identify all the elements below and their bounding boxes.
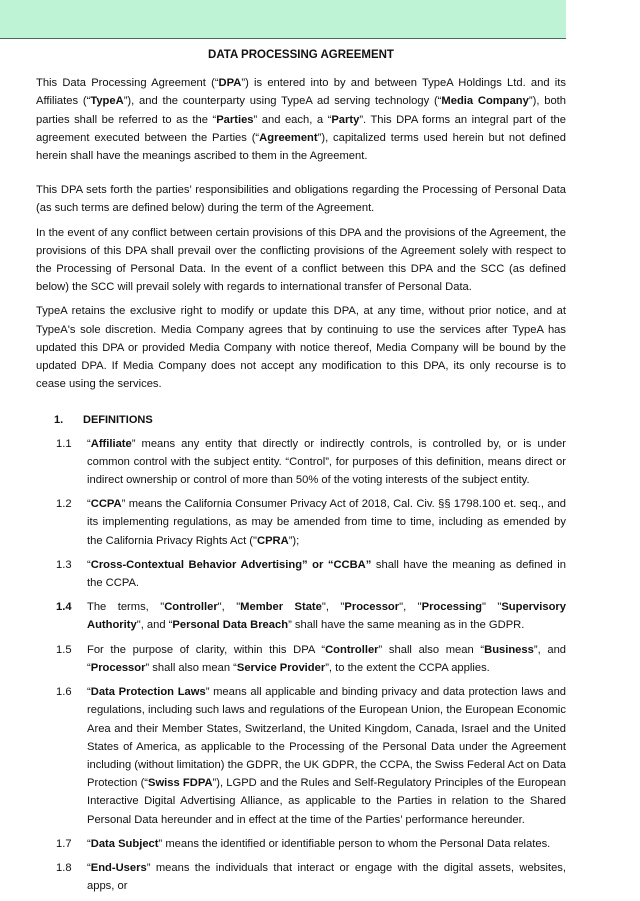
intro-paragraph — [36, 224, 566, 297]
section-title: DEFINITIONS — [83, 414, 153, 427]
definition-text — [87, 683, 566, 829]
text-run: ” means the individuals that interact or engage with the digital assets, websites, apps, or — [87, 861, 566, 893]
defined-term: Parties — [216, 113, 254, 126]
text-run: This DPA sets forth the parties’ responsibilities and obligations regarding the Processing of Personal Data (as such terms are defined below) during the term of the Agreement. — [36, 184, 566, 215]
defined-term: Business — [484, 643, 534, 656]
text-run: ” means the identified or identifiable person to whom the Personal Data relates. — [158, 837, 551, 850]
defined-term: DPA — [218, 77, 242, 90]
definition-text — [87, 435, 566, 490]
defined-term: CCPA — [90, 498, 122, 511]
header-band — [0, 0, 566, 39]
text-run: shall have the meaning as defined in the CCPA. — [87, 558, 566, 590]
defined-term: Data Subject — [90, 837, 159, 850]
defined-term: Processor — [90, 661, 146, 674]
text-run: ”), and the counterparty using TypeA ad serving technology (“ — [123, 95, 442, 108]
definition-number: 1.2 — [56, 498, 72, 511]
document-page — [36, 38, 566, 901]
intro-paragraph — [36, 74, 566, 165]
definition-text — [87, 598, 566, 634]
definition-text — [87, 556, 566, 592]
definition-number: 1.6 — [56, 686, 72, 699]
text-run: “ — [87, 861, 91, 874]
definition-text — [87, 835, 566, 853]
intro-paragraph — [36, 181, 566, 217]
defined-term: Swiss FDPA — [148, 777, 213, 790]
definition-number: 1.3 — [56, 558, 72, 571]
defined-term: TypeA — [90, 95, 124, 108]
text-run: ", and “ — [136, 619, 173, 632]
text-run: The terms, " — [87, 601, 165, 614]
section-heading — [54, 411, 566, 429]
definition-text — [87, 641, 566, 677]
text-run: ” shall also mean “ — [145, 661, 237, 674]
defined-term: End-Users — [90, 861, 147, 874]
text-run: For the purpose of clarity, within this DPA “ — [87, 643, 326, 656]
defined-term: Party — [331, 113, 360, 126]
defined-term: Data Protection Laws — [90, 686, 206, 699]
defined-term: Controller — [325, 643, 379, 656]
text-run: ”), both parties shall be referred to as the “ — [36, 95, 566, 126]
text-run: ” means all applicable and binding privacy and data protection laws and regulations, including such laws and regulations of the European Union, the European Economic Area and their Member States, Switzerland, the United Kingdom, Canada, Israel and the United States of America, as applicable to the Processing of the Personal Data under the Agreement including (without limitation) the GDPR, the UK GDPR, the CCPA, the Swiss Federal Act on Data Protection (“ — [87, 686, 567, 790]
defined-term: CPRA — [256, 534, 289, 547]
definition-number: 1.7 — [56, 837, 72, 850]
text-run: ”) is entered into by and between TypeA Holdings Ltd. and its Affiliates (“ — [36, 77, 566, 108]
definition-item — [36, 835, 566, 853]
definition-item — [36, 683, 566, 829]
definitions-list — [36, 435, 566, 896]
text-run: “ — [87, 686, 91, 699]
text-run: ” shall have the same meaning as in the GDPR. — [288, 619, 525, 632]
definition-item — [36, 556, 566, 592]
document-title: DATA PROCESSING AGREEMENT — [208, 49, 394, 61]
defined-term: Media Company — [441, 95, 529, 108]
defined-term: Affiliate — [90, 437, 132, 450]
text-run: ” means the California Consumer Privacy Act of 2018, Cal. Civ. §§ 1798.100 et. seq., and its implementing regulations, as may be amended from time to time, including as emended by the California Privacy Rights Act (" — [87, 498, 566, 547]
definition-text — [87, 495, 566, 550]
definition-item — [36, 641, 566, 677]
definition-item — [36, 859, 566, 895]
text-run: “ — [87, 558, 91, 571]
text-run: “ — [87, 837, 91, 850]
definition-item — [36, 598, 566, 634]
text-run: ”. This DPA forms an integral part of the agreement executed between the Parties (“ — [36, 113, 567, 144]
intro-paragraph — [36, 302, 566, 393]
text-run: ", " — [217, 601, 241, 614]
text-run: ", " — [399, 601, 422, 614]
definition-number: 1.1 — [56, 437, 72, 450]
definition-number: 1.4 — [56, 601, 72, 614]
definition-text — [87, 859, 566, 895]
text-run: ”); — [288, 534, 300, 547]
defined-term: Member State — [240, 601, 322, 614]
defined-term: Supervisory Authority — [87, 601, 566, 632]
text-run: “ — [87, 498, 91, 511]
text-run: ” and each, a “ — [253, 113, 332, 126]
text-run: ”), LGPD and the Rules and Self-Regulatory Principles of the European Interactive Digital Advertising Alliance, as applicable to the Parties in relation to the Shared Personal Data hereunder and in effect at the time of the Parties’ performance hereunder. — [87, 777, 566, 826]
definition-number: 1.5 — [56, 643, 72, 656]
text-run: ” means any entity that directly or indirectly controls, is controlled by, or is under common control with the subject entity. “Control”, for purposes of this definition, means direct or indirect ownership or control of more than 50% of the voting interests of the subject entity. — [87, 437, 566, 487]
text-run: This Data Processing Agreement (“ — [36, 77, 219, 90]
text-run: " " — [481, 601, 502, 614]
definition-item — [36, 435, 566, 490]
defined-term: Controller — [164, 601, 218, 614]
definition-number: 1.8 — [56, 861, 72, 874]
text-run: “ — [87, 437, 91, 450]
defined-term: Personal Data Breach — [172, 619, 289, 632]
section-number: 1. — [54, 414, 64, 427]
definition-item — [36, 495, 566, 550]
text-run: TypeA retains the exclusive right to modify or update this DPA, at any time, without prior notice, and at TypeA's sole discretion. Media Company agrees that by continuing to use the services after TypeA has updated this DPA or provided Media Company with notice thereof, Media Company will be bound by the updated DPA. If Media Company does not accept any modification to this DPA, its only recourse is to cease using the services. — [36, 305, 566, 391]
text-run: ”, to the extent the CCPA applies. — [325, 661, 490, 674]
text-run: ”, and “ — [87, 643, 567, 674]
defined-term: Agreement — [259, 131, 318, 144]
defined-term: Cross-Contextual Behavior Advertising” or “CCBA” — [90, 558, 372, 571]
text-run: ”), capitalized terms used herein but not defined herein shall have the meanings ascribed to them in the Agreement. — [36, 131, 566, 163]
defined-term: Processing — [421, 601, 482, 614]
text-run: ", " — [321, 601, 345, 614]
defined-term: Service Provider — [236, 661, 326, 674]
text-run: ” shall also mean “ — [378, 643, 485, 656]
text-run: In the event of any conflict between certain provisions of this DPA and the provisions of the Agreement, the provisions of this DPA shall prevail over the conflicting provisions of the Agreement solely with respect to the Processing of Personal Data. In the event of a conflict between this DPA and the SCC (as defined below) the SCC will prevail solely with regards to international transfer of Personal Data. — [36, 226, 566, 294]
defined-term: Processor — [344, 601, 400, 614]
